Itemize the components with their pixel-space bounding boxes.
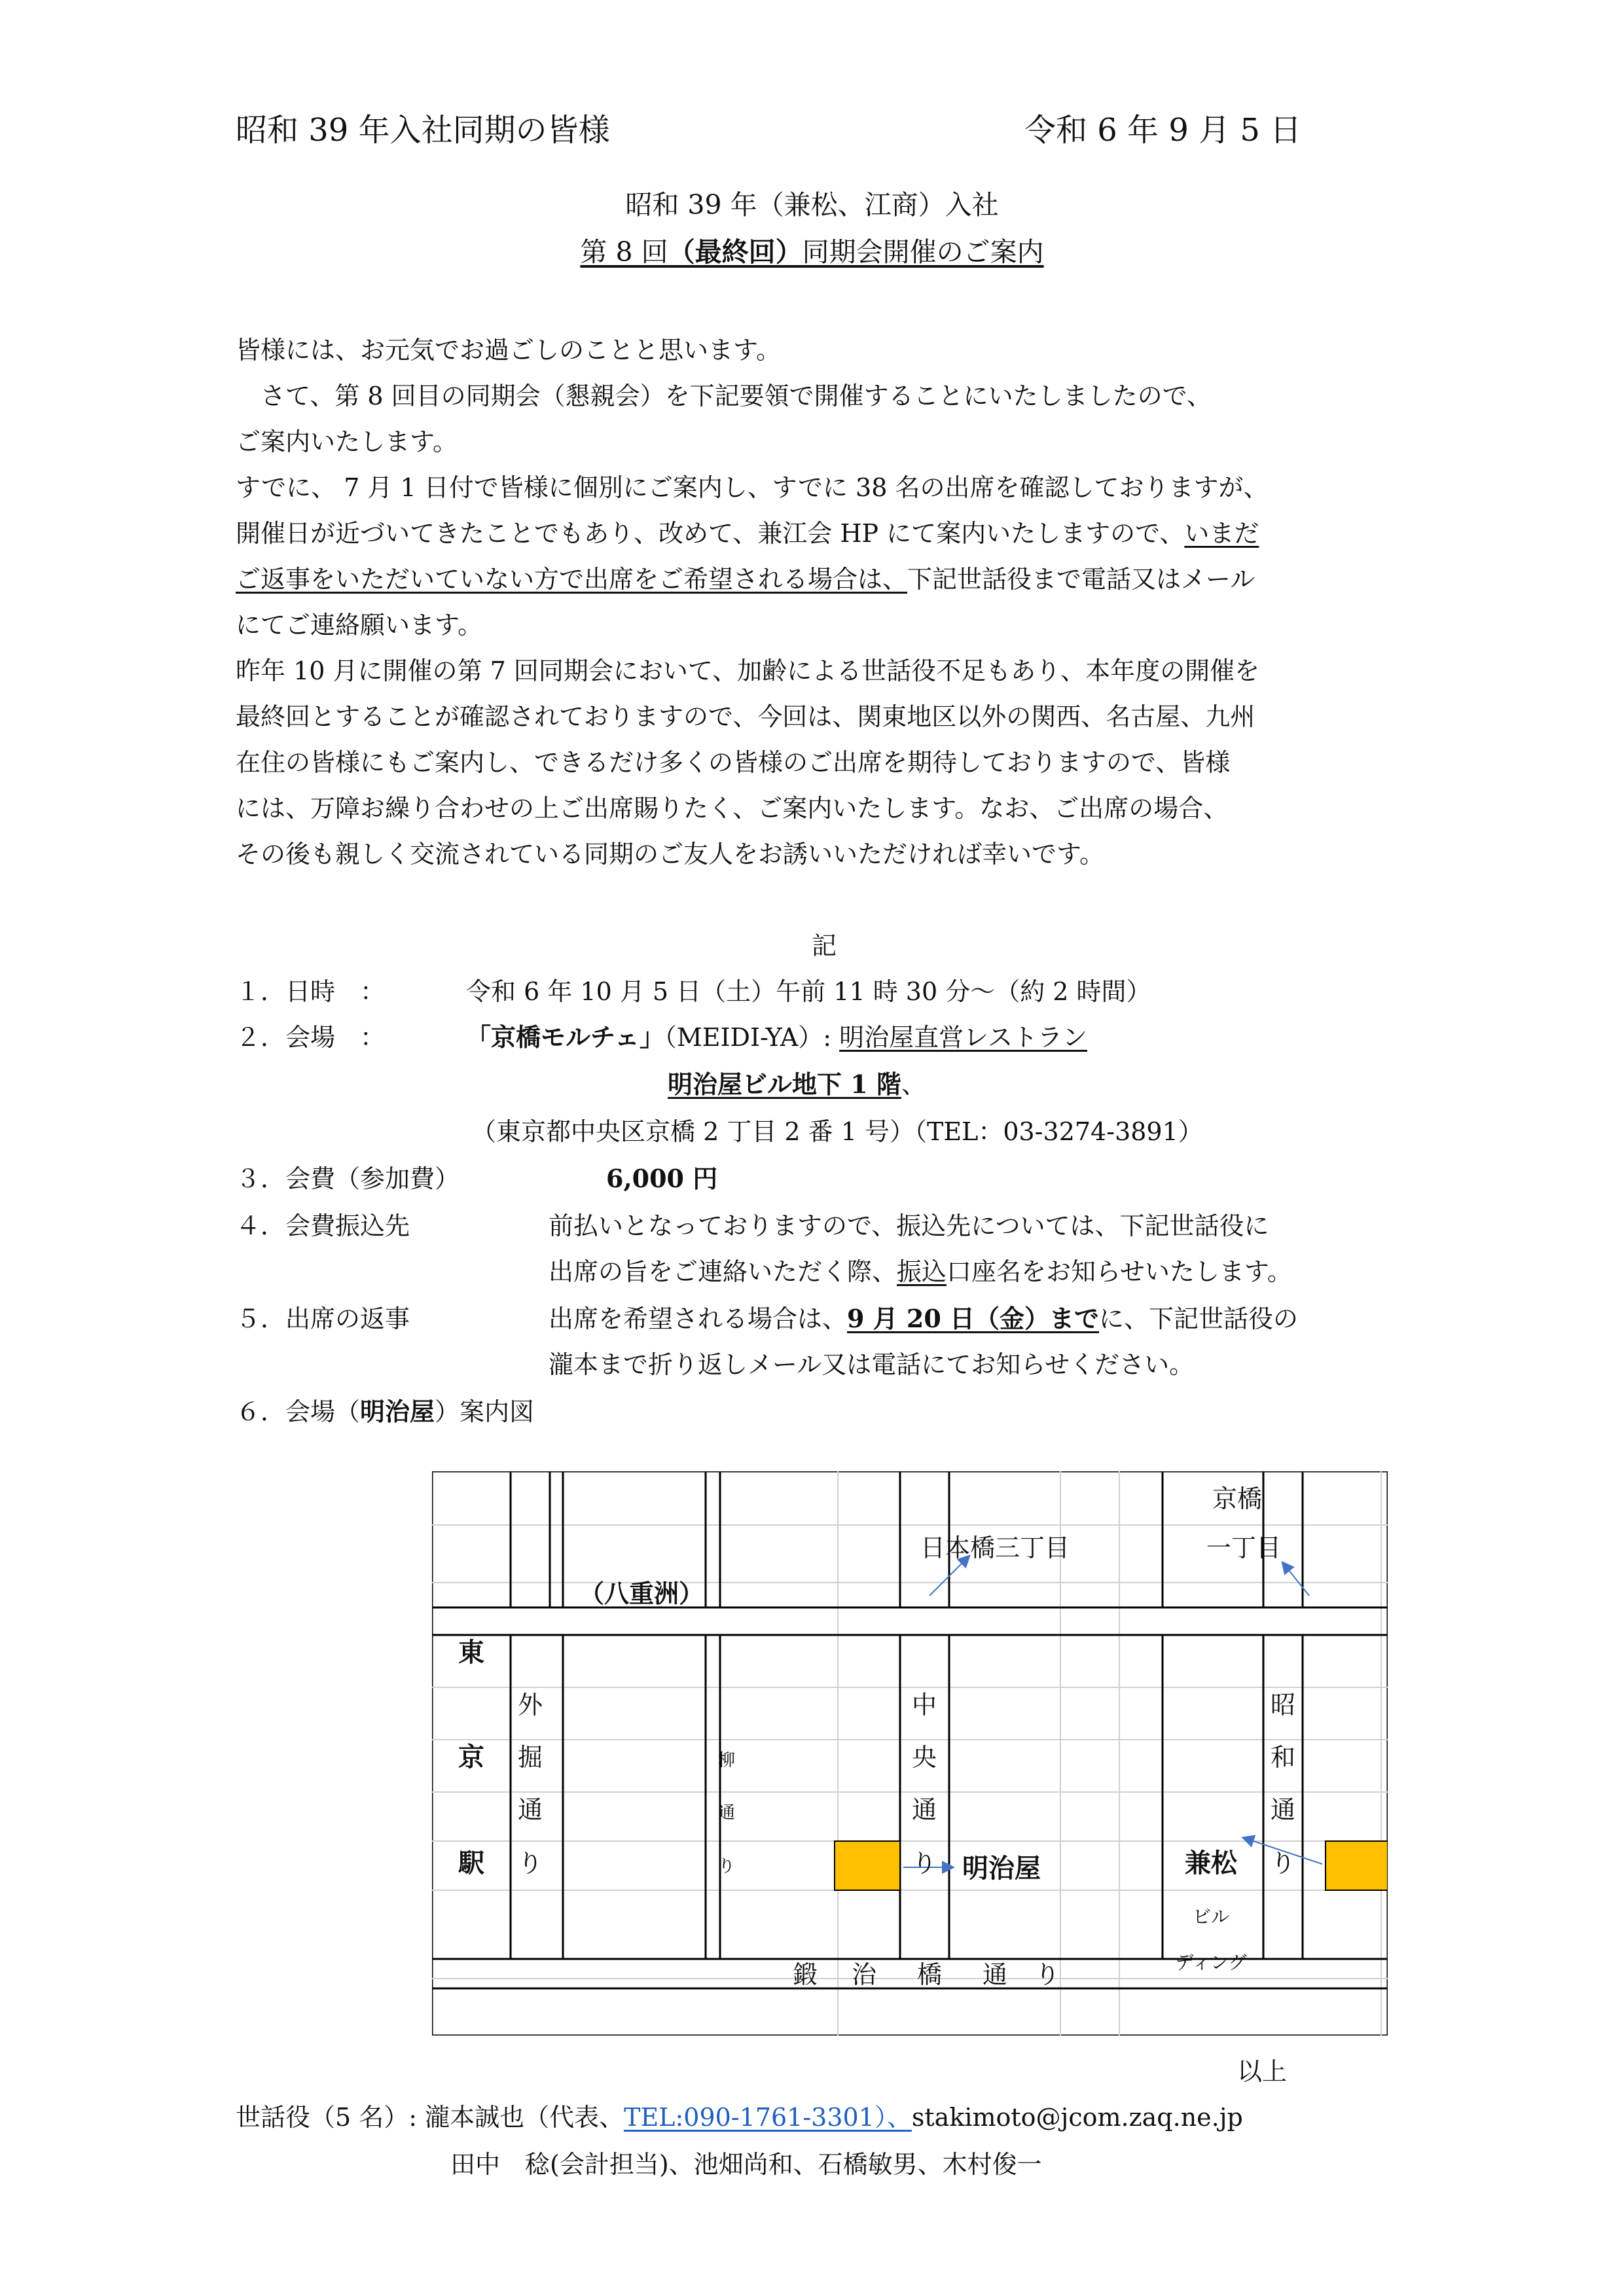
- map-label-yaesu: （八重洲）: [579, 1579, 704, 1608]
- kanematsu-building-marker: [1326, 1841, 1388, 1890]
- closing-ijo: 以上: [1237, 2057, 1288, 2086]
- svg-text:和: 和: [1270, 1743, 1296, 1772]
- intro-p5-line2: 最終回とすることが確認されておりますので、今回は、関東地区以外の関西、名古屋、九州: [236, 702, 1255, 731]
- item-5-line-1-post: に、下記世話役の: [1099, 1304, 1299, 1333]
- item-4-label: ４．会費振込先: [236, 1211, 410, 1240]
- document-date: 令和 6 年 9 月 5 日: [1024, 112, 1302, 149]
- ki-heading: 記: [812, 931, 837, 960]
- intro-p5-line5: その後も親しく交流されている同期のご友人をお誘いいただければ幸いです。: [236, 840, 1104, 869]
- svg-text:り: り: [911, 1849, 937, 1878]
- intro-p4-line2-pre: 開催日が近づいてきたことでもあり、改めて、兼江会 HP にて案内いたしますので、: [236, 519, 1185, 548]
- svg-text:央: 央: [911, 1743, 937, 1772]
- map-label-yanagi: [718, 1751, 735, 1876]
- item-2-label: ２．会場 ：: [236, 1023, 386, 1052]
- svg-text:外: 外: [517, 1691, 543, 1719]
- item-2-venue-underline: 明治屋直営レストラン: [839, 1023, 1088, 1052]
- svg-text:鍛: 鍛: [792, 1960, 818, 1989]
- item-2-venue-paren: （MEIDI-YA）:: [664, 1023, 840, 1052]
- map-label-building-2: ディング: [1175, 1952, 1247, 1973]
- svg-text:治: 治: [851, 1960, 877, 1989]
- intro-p4-line4: にてご連絡願います。: [236, 611, 482, 639]
- svg-text:東: 東: [458, 1638, 484, 1668]
- item-5-line-2: 瀧本まで折り返しメール又は電話にてお知らせください。: [549, 1350, 1195, 1379]
- item-3-label: ３．会費（参加費）: [236, 1164, 460, 1193]
- map-label-building-1: ビル: [1192, 1906, 1230, 1928]
- item-1-label: １．日時 ：: [236, 977, 386, 1006]
- map-label-tokyo-station: [458, 1638, 484, 1878]
- map-label-meijiya: 明治屋: [962, 1854, 1041, 1884]
- svg-text:り: り: [517, 1849, 543, 1878]
- map-label-kajibashi: [793, 1960, 1060, 1989]
- title-line-1: 昭和 39 年（兼松、江商）入社: [625, 189, 999, 221]
- organizers-tel-link[interactable]: TEL:090-1761-3301）、: [624, 2103, 912, 2132]
- organizers-email: stakimoto@jcom.zaq.ne.jp: [911, 2103, 1243, 2132]
- svg-text:京: 京: [458, 1742, 484, 1772]
- svg-text:通: 通: [982, 1960, 1008, 1989]
- item-2-venue-name: 「京橋モルチェ」: [466, 1022, 664, 1052]
- intro-p5-line1: 昨年 10 月に開催の第 7 回同期会において、加齢による世話役不足もあり、本年度の開催を: [236, 656, 1260, 685]
- svg-text:柳: 柳: [717, 1751, 736, 1770]
- item-2-floor-post: 、: [901, 1070, 926, 1099]
- intro-p4-line1: すでに、 7 月 1 日付で皆様に個別にご案内し、すでに 38 名の出席を確認しておりますが、: [236, 473, 1269, 502]
- addressee: 昭和 39 年入社同期の皆様: [236, 112, 610, 149]
- item-3-value: 6,000 円: [606, 1164, 718, 1193]
- intro-p4-line2-underline: いまだ: [1184, 519, 1259, 548]
- svg-text:駅: 駅: [458, 1848, 484, 1878]
- svg-text:通: 通: [911, 1795, 937, 1824]
- title-line-2-bold: （最終回）: [668, 236, 803, 268]
- map-label-showa: [1271, 1691, 1295, 1878]
- item-6-label-pre: ６．会場（: [236, 1397, 361, 1426]
- svg-text:中: 中: [911, 1691, 937, 1719]
- item-4-line-2-post: 口座名をお知らせいたします。: [947, 1257, 1292, 1286]
- map-label-sotobori: [518, 1691, 543, 1878]
- intro-p5-line4: には、万障お繰り合わせの上ご出席賜りたく、ご案内いたします。なお、ご出席の場合、: [236, 794, 1229, 823]
- organizers-line-1: [236, 2094, 1243, 2140]
- item-5-line-1: [549, 1296, 1298, 1342]
- arrow-to-kyobashi: [1283, 1563, 1309, 1596]
- title-line-2: [0, 230, 1624, 269]
- map-label-kanematsu: 兼松: [1185, 1848, 1237, 1878]
- intro-p4-line3-post: 下記世話役まで電話又はメール: [907, 565, 1255, 594]
- item-6-label-bold: 明治屋: [360, 1397, 435, 1426]
- item-2-venue: [466, 1014, 1087, 1060]
- item-6-label: [236, 1389, 534, 1435]
- item-1-value: 令和 6 年 10 月 5 日（土）午前 11 時 30 分～（約 2 時間）: [466, 977, 1151, 1006]
- title-line-2-pre: 第 8 回: [580, 236, 668, 268]
- intro-p4-line3-underline: ご返事をいただいていない方で出席をご希望される場合は、: [236, 565, 908, 594]
- svg-text:通: 通: [717, 1803, 736, 1823]
- map-label-nihonbashi: 日本橋三丁目: [920, 1534, 1070, 1562]
- organizers-line-2: 田中 稔(会計担当)、池畑尚和、石橋敏男、木村俊一: [450, 2150, 1042, 2179]
- svg-text:通: 通: [517, 1795, 543, 1824]
- meijiya-building-marker: [835, 1841, 900, 1890]
- title-line-2-post: 同期会開催のご案内: [802, 236, 1044, 268]
- item-4-line-2-pre: 出席の旨をご連絡いただく際、: [549, 1257, 897, 1286]
- map-label-chuo: [912, 1691, 937, 1878]
- map-arrows: [903, 1556, 1322, 1867]
- svg-text:り: り: [1270, 1849, 1296, 1878]
- item-5-line-1-pre: 出席を希望される場合は、: [549, 1304, 848, 1333]
- intro-text: [236, 327, 1401, 877]
- intro-p4-line2: [236, 511, 1401, 556]
- organizers-label: 世話役（5 名）: 瀧本誠也（代表、: [236, 2103, 624, 2132]
- svg-text:通: 通: [1270, 1795, 1296, 1824]
- item-2-floor-underline: 明治屋ビル地下 1 階: [668, 1069, 901, 1099]
- item-5-label: ５．出席の返事: [236, 1304, 410, 1333]
- svg-text:掘: 掘: [517, 1743, 543, 1772]
- intro-p1: 皆様には、お元気でお過ごしのことと思います。: [236, 336, 781, 365]
- item-4-line-2-underline: 振込: [897, 1257, 947, 1286]
- item-4-line-1: 前払いとなっておりますので、振込先については、下記世話役に: [549, 1211, 1269, 1240]
- venue-map: [432, 1471, 1388, 2036]
- svg-text:橋: 橋: [916, 1960, 943, 1989]
- item-4-line-2: [549, 1249, 1292, 1295]
- item-5-line-1-bold: 9 月 20 日（金）まで: [847, 1304, 1100, 1333]
- svg-text:り: り: [717, 1857, 736, 1876]
- map-label-kyobashi-2: 一丁目: [1206, 1534, 1282, 1562]
- intro-p2: さて、第 8 回目の同期会（懇親会）を下記要領で開催することにいたしましたので、: [236, 382, 1212, 410]
- svg-text:り: り: [1034, 1960, 1060, 1989]
- intro-p4-line3: [236, 556, 1401, 602]
- item-6-label-post: ）案内図: [435, 1397, 535, 1426]
- item-2-address: （東京都中央区京橋 2 丁目 2 番 1 号）（TEL：03-3274-3891）: [471, 1117, 1203, 1146]
- svg-text:昭: 昭: [1270, 1691, 1296, 1719]
- map-label-kyobashi-1: 京橋: [1212, 1484, 1263, 1513]
- item-2-floor: [668, 1062, 926, 1107]
- intro-p5-line3: 在住の皆様にもご案内し、できるだけ多くの皆様のご出席を期待しておりますので、皆様: [236, 748, 1231, 777]
- intro-p3: ご案内いたします。: [236, 427, 458, 456]
